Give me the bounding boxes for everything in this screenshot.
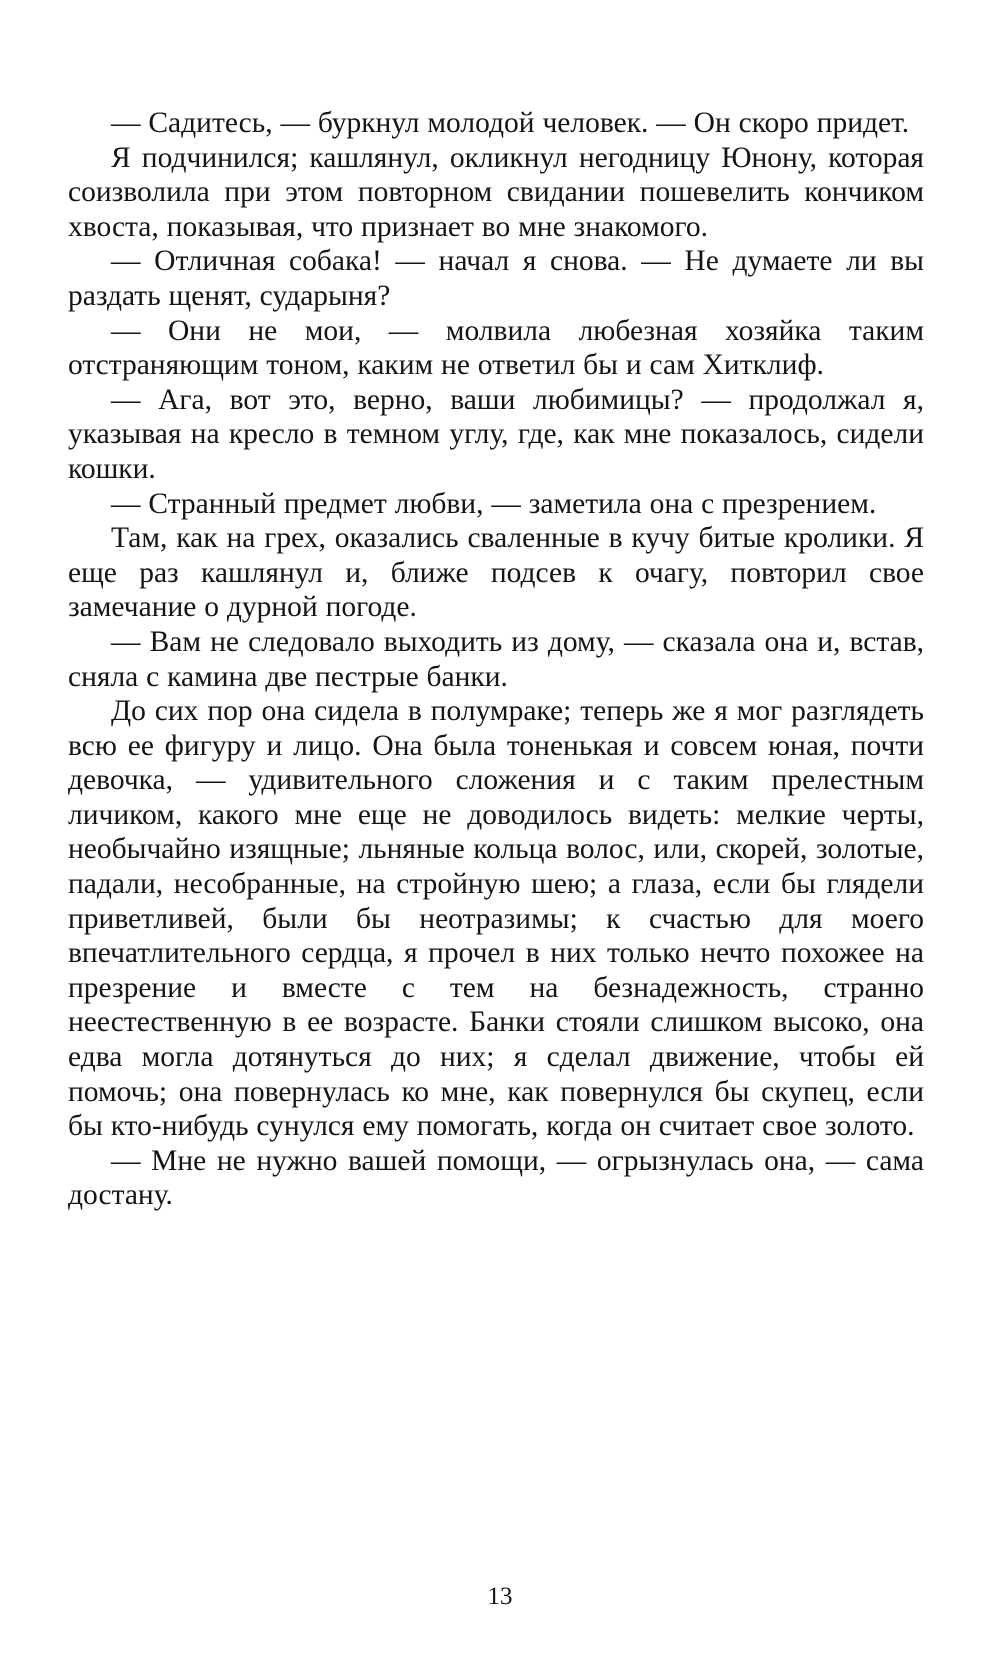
- paragraph: Я подчинился; кашлянул, окликнул негодницу Юнону, которая соизволила при этом повторном свидании пошевелить кончиком хвоста, показывая, что признает во мне знакомого.: [68, 141, 924, 243]
- body-text: [68, 106, 924, 1213]
- paragraph: — Странный предмет любви, — заметила она с презрением.: [111, 487, 877, 520]
- paragraph: — Садитесь, — буркнул молодой человек. — Он скоро придет.: [111, 107, 910, 139]
- paragraph: — Ага, вот это, верно, ваши любимицы? — продолжал я, указывая на кресло в темном углу, где, как мне показалось, сидели кошки.: [68, 383, 924, 485]
- paragraph: Там, как на грех, оказались сваленные в кучу битые кролики. Я еще раз кашлянул и, ближе подсев к очагу, повторил свое замечание о дурной погоде.: [68, 522, 924, 624]
- page-number: 13: [487, 1583, 513, 1610]
- paragraph: — Они не мои, — молвила любезная хозяйка таким отстраняющим тоном, каким не ответил бы и сам Хитклиф.: [68, 314, 924, 382]
- paragraph: До сих пор она сидела в полумраке; теперь же я мог разглядеть всю ее фигуру и лицо. Она была тоненькая и совсем юная, почти девочка, — удивительного сложения и с таким прелестным личиком, какого мне еще не доводилось видеть: мелкие черты, необычайно изящные; льняные кольца волос, или, скорей, золотые, падали, несобранные, на стройную шею; а глаза, если бы глядели приветливей, были бы неотразимы; к счастью для моего впечатлительного сердца, я прочел в них только нечто похожее на презрение и вместе с тем на безнадежность, странно неестественную в ее возрасте. Банки стояли слишком высоко, она едва могла дотянуться до них; я сделал движение, чтобы ей помочь; она повернулась ко мне, как повернулся бы скупец, если бы кто-нибудь сунулся ему помогать, когда он считает свое золото.: [68, 695, 924, 1143]
- paragraph: — Вам не следовало выходить из дому, — сказала она и, встав, сняла с камина две пестрые банки.: [68, 625, 924, 693]
- paragraph: — Отличная собака! — начал я снова. — Не думаете ли вы раздать щенят, сударыня?: [68, 245, 924, 312]
- paragraph: — Мне не нужно вашей помощи, — огрызнулась она, — сама достану.: [68, 1144, 924, 1212]
